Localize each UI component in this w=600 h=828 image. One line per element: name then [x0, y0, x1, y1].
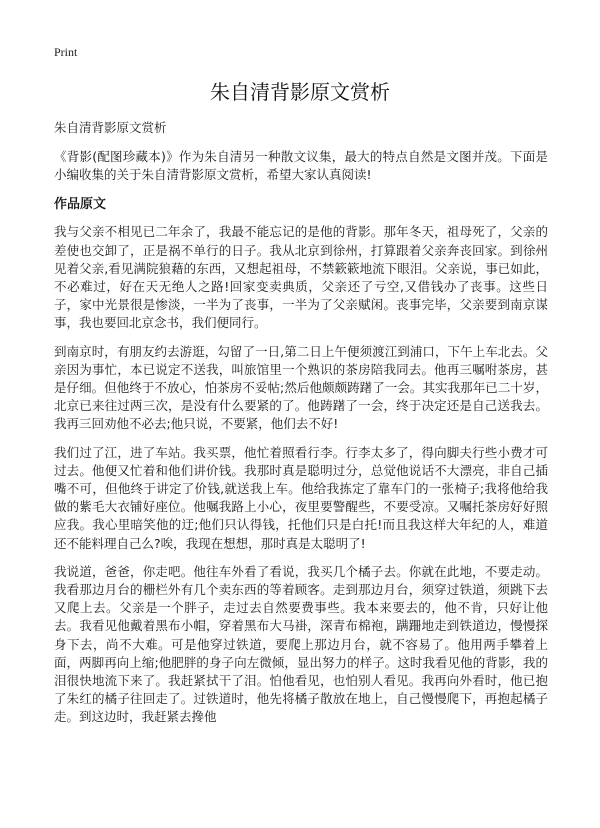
article-body: [54, 148, 548, 737]
body-paragraph-1: 我与父亲不相见已二年余了，我最不能忘记的是他的背影。那年冬天，祖母死了，父亲的差使也交卸了，正是祸不单行的日子。我从北京到徐州，打算跟着父亲奔丧回家。到徐州见着父亲,看见满院狼藉的东西，又想起祖母，不禁簌簌地流下眼泪。父亲说，事已如此，不必难过，好在天无绝人之路!回家变卖典质，父亲还了亏空,又借钱办了丧事。这些日子，家中光景很是惨淡，一半为了丧事，一半为了父亲赋闲。丧事完毕，父亲要到南京谋事，我也要回北京念书，我们便同行。: [54, 224, 548, 331]
section-heading: 作品原文: [54, 197, 107, 213]
page-title: 朱自清背影原文赏析: [210, 80, 390, 104]
body-paragraph-2: 到南京时，有朋友约去游逛，勾留了一日,第二日上午便须渡江到浦口，下午上车北去。父亲因为事忙，本已说定不送我，叫旅馆里一个熟识的茶房陪我同去。他再三嘱咐茶房，甚是仔细。但他终于不放心，怕茶房不妥帖;然后他颇颇踌躇了一会。其实我那年已二十岁，北京已来往过两三次，是没有什么要紧的了。他踌躇了一会，终于决定还是自己送我去。我再三回劝他不必去;他只说，不要紧，他们去不好!: [54, 343, 548, 432]
print-label: Print: [54, 45, 78, 59]
body-paragraph-3: 我们过了江，进了车站。我买票，他忙着照看行李。行李太多了，得向脚夫行些小费才可过去。他便又忙着和他们讲价钱。我那时真是聪明过分，总觉他说话不大漂亮，非自己插嘴不可，但他终于讲定了价钱,就送我上车。他给我拣定了靠车门的一张椅子;我将他给我做的紫毛大衣铺好座位。他嘱我路上小心，夜里要警醒些，不要受凉。又嘱托茶房好好照应我。我心里暗笑他的迂;他们只认得钱，托他们只是白托!而且我这样大年纪的人，难道还不能料理自己么?唉，我现在想想，那时真是太聪明了!: [54, 444, 548, 551]
intro-paragraph: 《背影(配图珍藏本)》作为朱自清另一种散文议集，最大的特点自然是文图并茂。下面是小编收集的关于朱自清背影原文赏析，希望大家认真阅读!: [54, 149, 548, 183]
document-subtitle: 朱自清背影原文赏析: [54, 120, 167, 135]
body-paragraph-4: 我说道，爸爸，你走吧。他往车外看了看说，我买几个橘子去。你就在此地，不要走动。我看那边月台的栅栏外有几个卖东西的等着顾客。走到那边月台，须穿过铁道，须跳下去又爬上去。父亲是一个胖子，走过去自然要费事些。我本来要去的，他不肯，只好让他去。我看见他戴着黑布小帽，穿着黑布大马褂，深青布棉袍，蹒跚地走到铁道边，慢慢探身下去，尚不大难。可是他穿过铁道，要爬上那边月台，就不容易了。他用两手攀着上面，两脚再向上缩;他肥胖的身子向左微倾，显出努力的样子。这时我看见他的背影，我的泪很快地流下来了。我赶紧拭干了泪。怕他看见，也怕别人看见。我再向外看时，他已抱了朱红的橘子往回走了。过铁道时，他先将橘子散放在地上，自己慢慢爬下，再抱起橘子走。到这边时，我赶紧去搀他: [54, 563, 548, 725]
